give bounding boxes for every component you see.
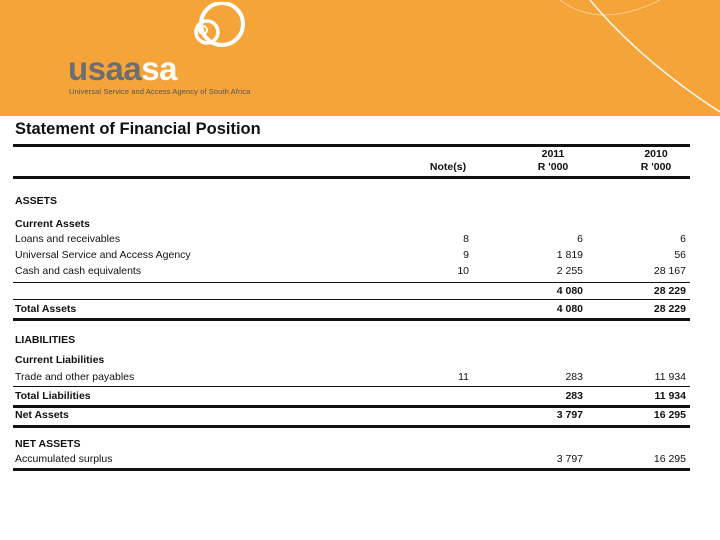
payables-rule <box>13 386 690 387</box>
row-2010-payables: 11 934 <box>654 371 686 383</box>
row-label-cash: Cash and cash equivalents <box>15 265 142 277</box>
row-2010-usaa: 56 <box>674 249 686 261</box>
header-note: Note(s) <box>429 161 467 173</box>
subtotal-bottom-rule <box>13 299 690 300</box>
row-label-net-assets: Net Assets <box>15 409 69 421</box>
row-2011-usaa: 1 819 <box>556 249 583 261</box>
section-current-liabilities: Current Liabilities <box>15 354 105 366</box>
header-2011-unit: R '000 <box>537 161 569 173</box>
row-2011-accumulated-surplus: 3 797 <box>556 453 583 465</box>
row-label-total-assets: Total Assets <box>15 303 77 315</box>
row-label-loans: Loans and receivables <box>15 233 121 245</box>
row-2010-cash: 28 167 <box>653 265 686 277</box>
section-liabilities: LIABILITIES <box>15 334 76 346</box>
header-2010-year: 2010 <box>644 148 668 160</box>
header-bottom-rule <box>13 176 690 179</box>
row-2011-subtotal-assets: 4 080 <box>556 285 583 297</box>
row-note-cash: 10 <box>457 265 469 277</box>
table-bottom-rule <box>13 468 690 471</box>
row-2010-total-liabilities: 11 934 <box>654 390 686 402</box>
section-net-assets: NET ASSETS <box>15 438 81 450</box>
row-note-usaa: 9 <box>463 249 469 261</box>
subtotal-top-rule <box>13 282 690 283</box>
section-assets: ASSETS <box>15 195 58 207</box>
row-label-accumulated-surplus: Accumulated surplus <box>15 453 113 465</box>
row-note-loans: 8 <box>463 233 469 245</box>
row-2011-net-assets: 3 797 <box>556 409 583 421</box>
header-2010-unit: R '000 <box>640 161 672 173</box>
brand-tagline: Universal Service and Access Agency of South Africa <box>69 87 251 96</box>
page-title: Statement of Financial Position <box>15 120 261 138</box>
row-label-usaa: Universal Service and Access Agency <box>15 249 191 261</box>
row-2010-total-assets: 28 229 <box>653 303 686 315</box>
brand-name-grey: usaa <box>68 50 142 87</box>
brand-wordmark <box>68 50 177 88</box>
section-current-assets: Current Assets <box>15 218 90 230</box>
table-top-rule <box>13 144 690 147</box>
row-note-payables: 11 <box>458 371 469 383</box>
total-assets-rule <box>13 318 690 321</box>
row-2010-net-assets: 16 295 <box>653 409 686 421</box>
total-liabilities-rule <box>13 405 690 408</box>
row-label-total-liabilities: Total Liabilities <box>15 390 91 402</box>
row-2010-accumulated-surplus: 16 295 <box>653 453 686 465</box>
row-2010-subtotal-assets: 28 229 <box>653 285 686 297</box>
row-label-payables: Trade and other payables <box>15 371 135 383</box>
usaasa-logo-icon <box>182 2 252 54</box>
net-assets-rule <box>13 425 690 428</box>
brand-name-white: sa <box>141 50 177 87</box>
row-2010-loans: 6 <box>680 233 686 245</box>
row-2011-loans: 6 <box>577 233 583 245</box>
row-2011-cash: 2 255 <box>556 265 583 277</box>
row-2011-total-assets: 4 080 <box>556 303 583 315</box>
header-2011-year: 2011 <box>541 148 565 160</box>
row-2011-payables: 283 <box>565 371 583 383</box>
row-2011-total-liabilities: 283 <box>565 390 583 402</box>
header-banner <box>0 0 720 116</box>
